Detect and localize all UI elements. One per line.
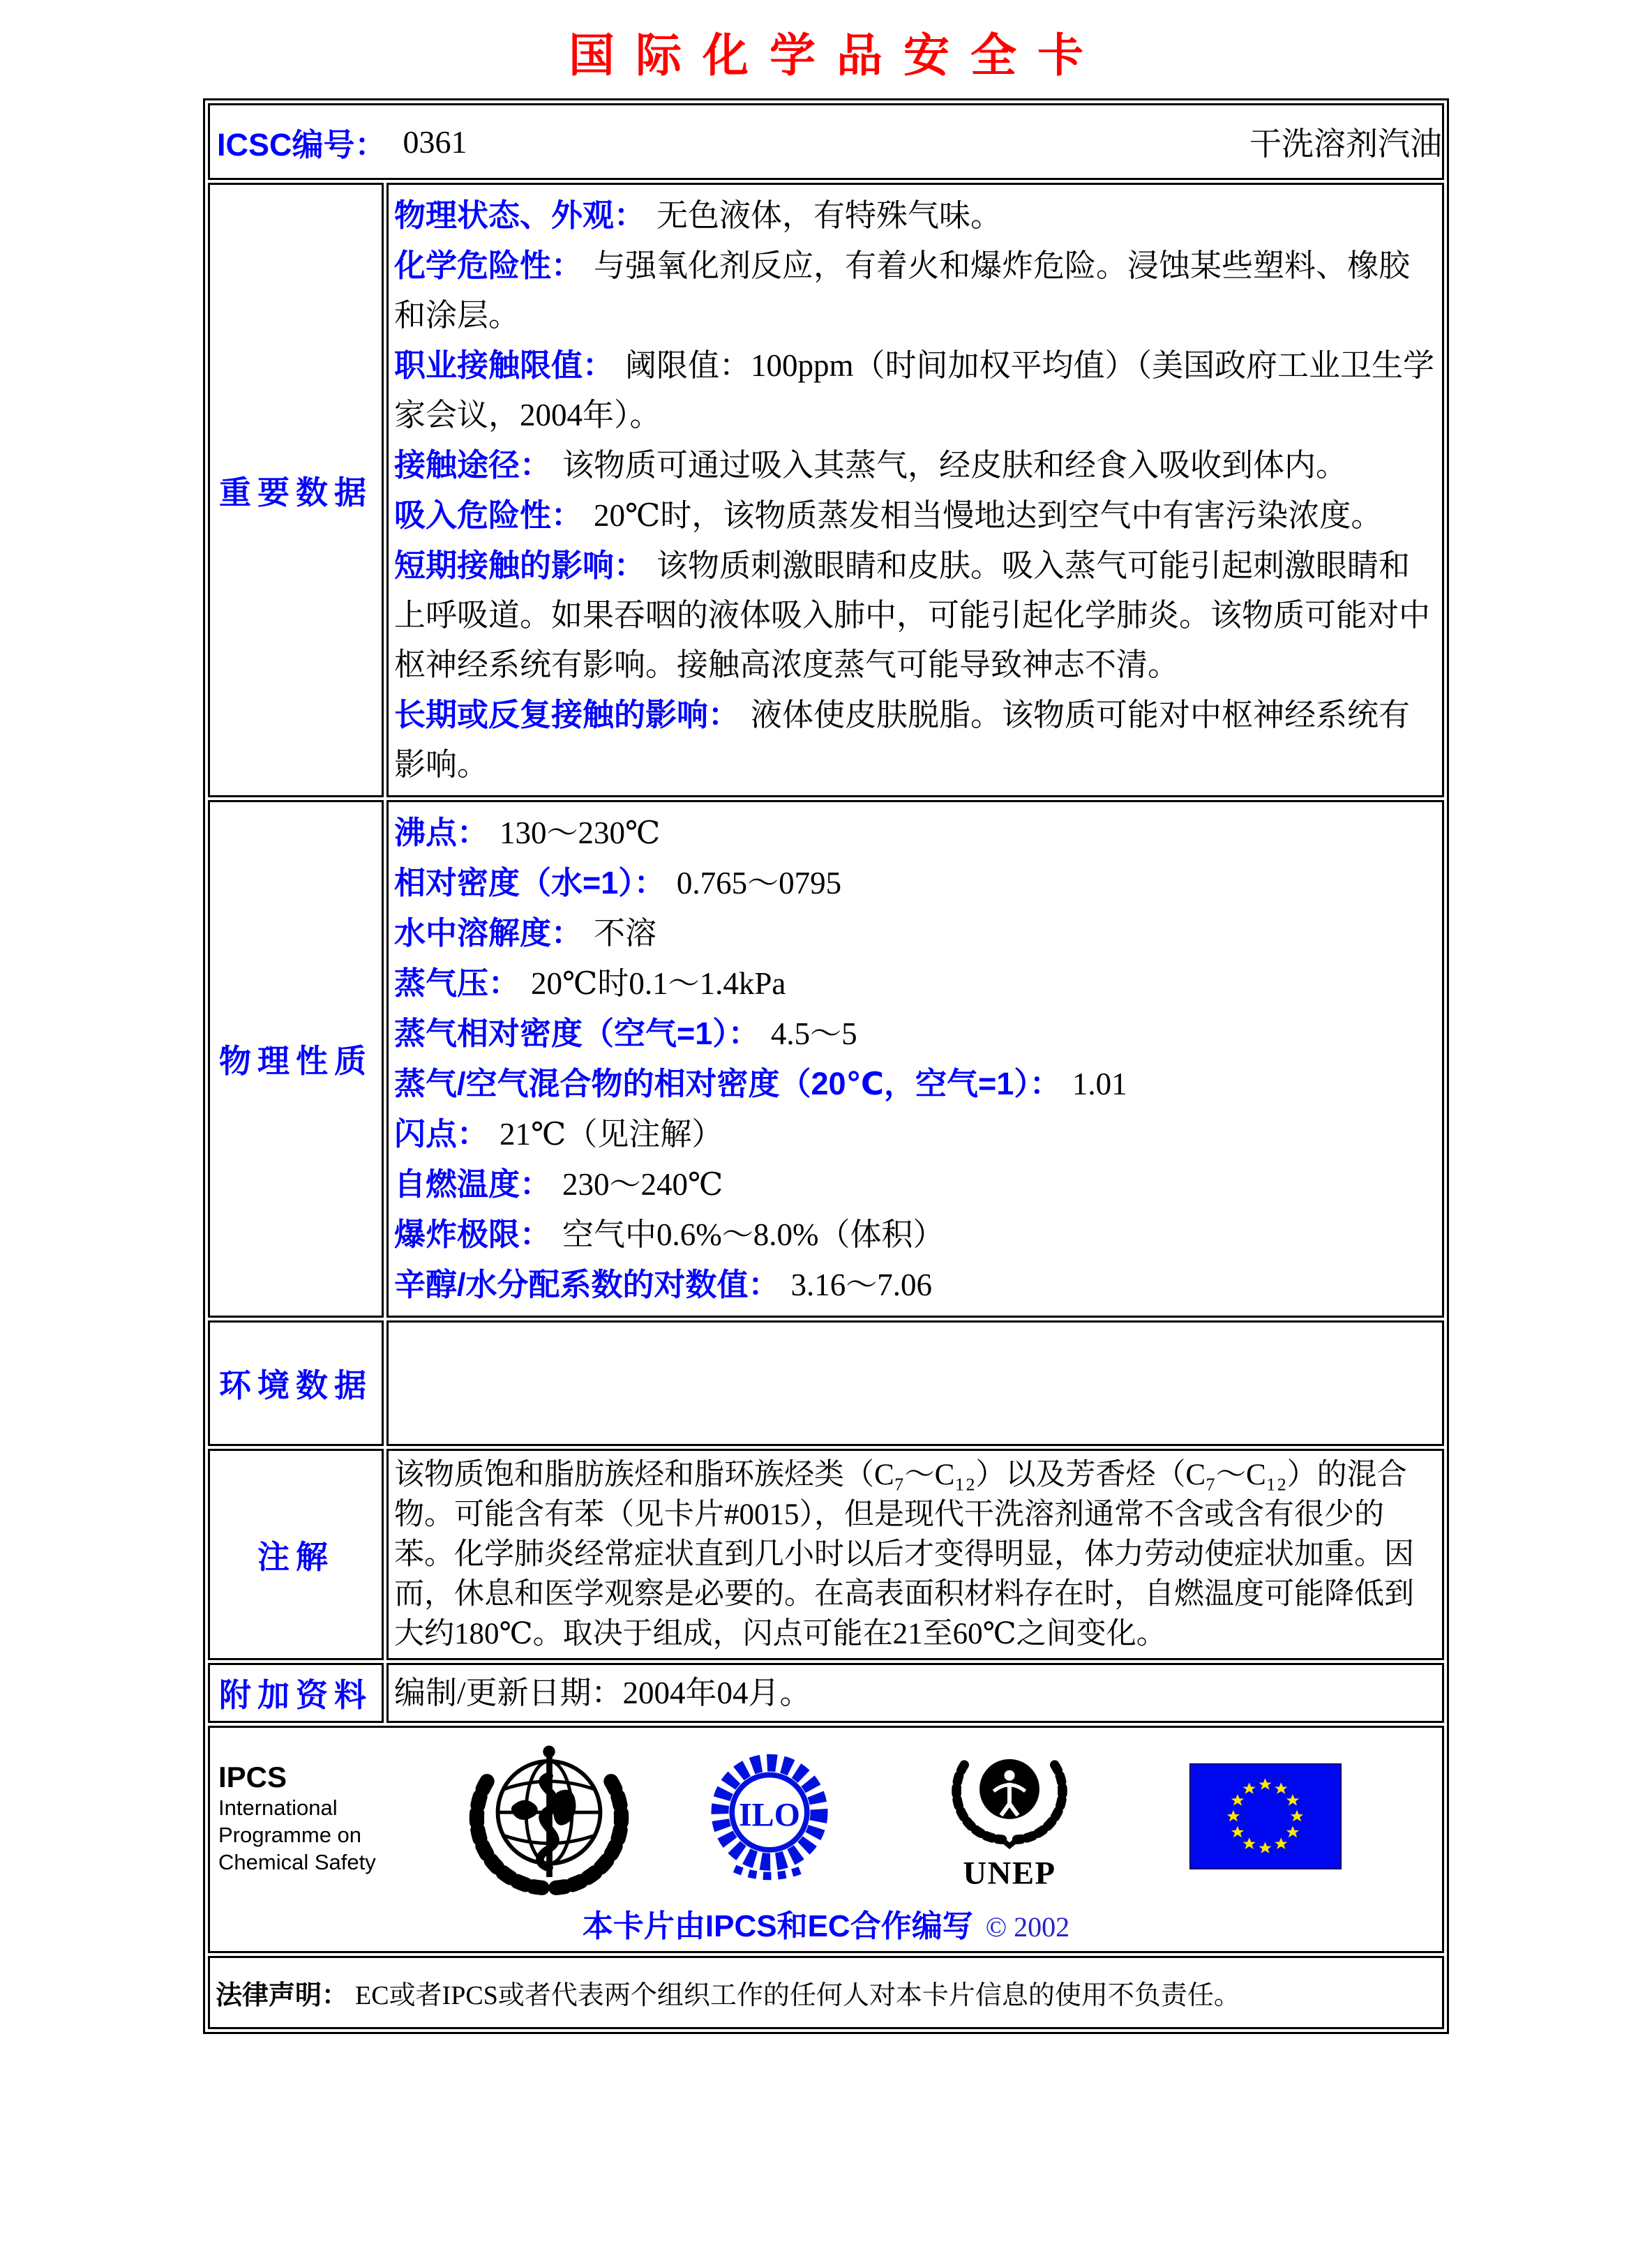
item-text: 4.5～5: [770, 1016, 857, 1051]
item-text: 液体使皮肤脱脂。该物质可能对中枢神经系统有影响。: [394, 698, 1411, 782]
item-label: 职业接触限值：: [394, 347, 615, 383]
data-item: [394, 241, 1436, 340]
data-item: [394, 858, 1436, 908]
item-text: 空气中0.6%～8.0%（体积）: [562, 1217, 945, 1252]
legal-notice-text: EC或者IPCS或者代表两个组织工作的任何人对本卡片信息的使用不负责任。: [355, 1981, 1240, 2010]
substance-name: 干洗溶剂汽油: [1249, 126, 1442, 162]
item-label: 沸点：: [394, 815, 489, 850]
notes-content: 该物质饱和脂肪族烃和脂环族烃类（C₇～C₁₂）以及芳香烃（C₇～C₁₂）的混合物。可能含有苯（见卡片#0015），但是现代干洗溶剂通常不含或含有很少的苯。化学肺炎经常症状直到几小时以后才变得明显，体力劳动使症状加重。因而，休息和医学观察是必要的。在高表面积材料存在时，自燃温度可能降低到大约180℃。取决于组成，闪点可能在21至60℃之间变化。: [386, 1449, 1444, 1660]
icsc-document-page: [0, 18, 1652, 2034]
item-text: 3.16～7.06: [790, 1267, 933, 1302]
important-data-content: [386, 183, 1444, 797]
data-item: [394, 1059, 1436, 1109]
data-item: [394, 1159, 1436, 1210]
unep-logo-text: UNEP: [963, 1854, 1056, 1891]
legal-cell: [208, 1956, 1444, 2029]
item-label: 长期或反复接触的影响：: [394, 697, 740, 732]
important-data-row: [208, 183, 1444, 797]
item-label: 化学危险性：: [394, 248, 583, 283]
notes-row: [208, 1449, 1444, 1660]
ilo-logo-text: ILO: [738, 1795, 801, 1833]
legal-row: [208, 1956, 1444, 2029]
item-text: 20℃时0.1～1.4kPa: [531, 966, 786, 1001]
ilo-logo-icon: [703, 1749, 836, 1887]
item-text: 0.765～0795: [676, 866, 842, 901]
item-text: 230～240℃: [562, 1167, 723, 1202]
item-text: 21℃（见注解）: [500, 1117, 723, 1152]
section-label-important-data: 重要数据: [208, 183, 384, 797]
who-logo-icon: [468, 1735, 630, 1901]
page-title: 国际化学品安全卡: [569, 29, 1104, 81]
item-label: 蒸气相对密度（空气=1）：: [394, 1016, 760, 1051]
item-text: 阈限值：100ppm（时间加权平均值）（美国政府工业卫生学家会议，2004年）。: [394, 348, 1435, 432]
icsc-card-table: [203, 98, 1449, 2034]
footer-copyright: © 2002: [985, 1911, 1070, 1943]
item-text: 与强氧化剂反应，有着火和爆炸危险。浸蚀某些塑料、橡胶和涂层。: [394, 248, 1411, 333]
eu-flag-icon: [1189, 1763, 1342, 1873]
data-item: [394, 1210, 1436, 1260]
item-text: 该物质可通过吸入其蒸气，经皮肤和经食入吸收到体内。: [562, 448, 1348, 483]
data-item: [394, 690, 1436, 790]
logos-strip: [210, 1738, 1442, 1898]
ipcs-title: IPCS: [218, 1760, 287, 1793]
data-item: [394, 1260, 1436, 1310]
section-label-additional-info: 附加资料: [208, 1663, 384, 1723]
logos-row: [208, 1726, 1444, 1953]
item-text: 该物质刺激眼睛和皮肤。吸入蒸气可能引起刺激眼睛和上呼吸道。如果吞咽的液体吸入肺中，可能引起化学肺炎。该物质可能对中枢神经系统有影响。接触高浓度蒸气可能导致神志不清。: [394, 548, 1431, 682]
icsc-number-label: ICSC编号：: [217, 126, 386, 163]
section-label-physical-properties: 物理性质: [208, 800, 384, 1318]
icsc-number-value: 0361: [403, 123, 467, 160]
item-label: 爆炸极限：: [394, 1217, 552, 1252]
additional-info-content: 编制/更新日期：2004年04月。: [386, 1663, 1444, 1723]
data-item: [394, 808, 1436, 858]
data-item: [394, 340, 1436, 440]
ipcs-subtitle-line: Chemical Safety: [218, 1849, 376, 1874]
data-item: [394, 440, 1436, 490]
item-text: 1.01: [1072, 1067, 1127, 1101]
item-text: 130～230℃: [500, 815, 661, 850]
item-label: 蒸气/空气混合物的相对密度（20℃，空气=1）：: [394, 1066, 1061, 1101]
environmental-data-content: [386, 1320, 1444, 1446]
item-label: 水中溶解度：: [394, 915, 583, 951]
item-label: 短期接触的影响：: [394, 548, 646, 583]
environmental-data-row: [208, 1320, 1444, 1446]
physical-properties-content: [386, 800, 1444, 1318]
ipcs-text-block: [218, 1761, 384, 1876]
data-item: [394, 190, 1436, 241]
data-item: [394, 490, 1436, 541]
item-label: 闪点：: [394, 1116, 489, 1152]
data-item: [394, 541, 1436, 690]
data-item: [394, 908, 1436, 958]
additional-info-row: [208, 1663, 1444, 1723]
data-item: [394, 958, 1436, 1009]
item-label: 自燃温度：: [394, 1166, 552, 1202]
item-label: 接触途径：: [394, 447, 552, 483]
header-cell: [208, 103, 1444, 180]
header-row: [208, 103, 1444, 180]
footer-caption: [210, 1901, 1442, 1945]
physical-properties-row: [208, 800, 1444, 1318]
section-label-environmental-data: 环境数据: [208, 1320, 384, 1446]
legal-notice-label: 法律声明：: [216, 1981, 349, 2010]
ipcs-subtitle-line: International: [218, 1795, 338, 1820]
data-item: [394, 1009, 1436, 1059]
item-text: 不溶: [594, 916, 657, 951]
item-label: 蒸气压：: [394, 965, 520, 1001]
item-label: 相对密度（水=1）：: [394, 865, 666, 901]
item-label: 吸入危险性：: [394, 497, 583, 533]
data-item: [394, 1109, 1436, 1159]
logos-cell: [208, 1726, 1444, 1953]
item-label: 辛醇/水分配系数的对数值：: [394, 1267, 780, 1302]
item-text: 无色液体，有特殊气味。: [656, 198, 1003, 233]
item-text: 20℃时，该物质蒸发相当慢地达到空气中有害污染浓度。: [594, 498, 1383, 533]
section-label-notes: 注解: [208, 1449, 384, 1660]
unep-logo-icon: [941, 1738, 1078, 1899]
ipcs-subtitle-line: Programme on: [218, 1822, 362, 1847]
footer-caption-text: 本卡片由IPCS和EC合作编写: [582, 1909, 973, 1943]
item-label: 物理状态、外观：: [394, 197, 646, 233]
